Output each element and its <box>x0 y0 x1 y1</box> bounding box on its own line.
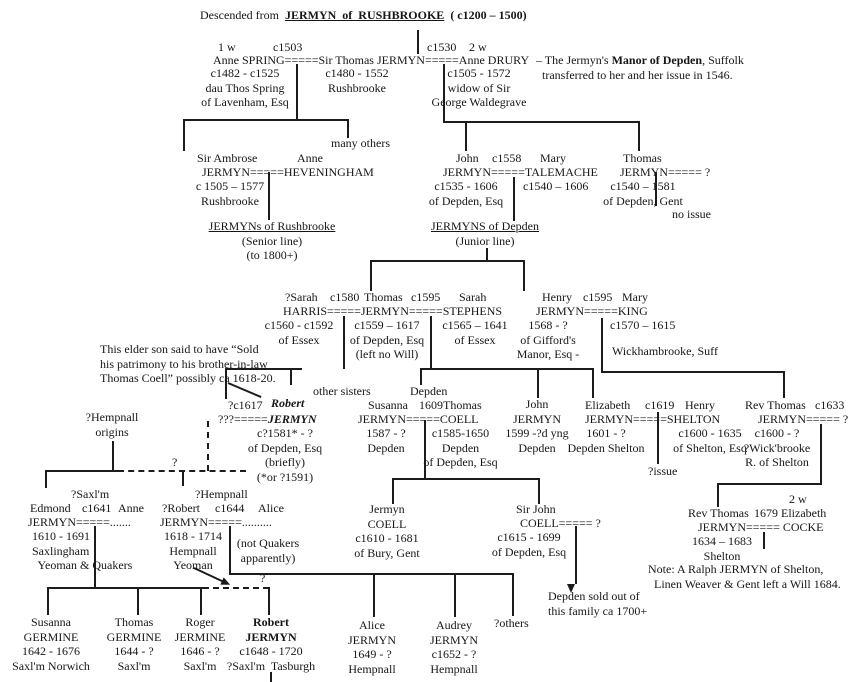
line-sir-john-rise <box>538 478 540 504</box>
person-henry-shelton-name: Henry <box>685 398 715 412</box>
marriage-row-gen1: Anne SPRING=====Sir Thomas JERMYN=====Anne DRURY <box>213 53 530 67</box>
label-other-sisters: other sisters <box>313 384 371 398</box>
line-henry-rise <box>523 260 525 291</box>
line-marriage1-drop <box>296 64 298 120</box>
person-john-jermyn-details: c1535 - 1606 of Depden, Esq <box>428 179 504 208</box>
line-others-rise <box>512 573 514 616</box>
person-jermyn-coell: Jermyn COELL c1610 - 1681 of Bury, Gent <box>354 502 420 560</box>
marriage-row-sir-john-coell: COELL===== ? <box>520 516 601 530</box>
line-thomas-g-rise <box>137 587 139 615</box>
line-elizabeth-rise <box>592 368 594 398</box>
person-rev-thomas-1633-details: c1600 - ? ?Wick'brooke R. of Shelton <box>743 426 811 470</box>
label-marriage-year-1558: c1558 <box>492 151 522 165</box>
line-john1599-rise <box>537 368 539 398</box>
person-robert-jermyn-1617-name: Robert <box>271 396 305 410</box>
label-many-others: many others <box>331 136 390 150</box>
line-robert1644-children-bar <box>229 573 514 575</box>
person-henry-shelton-details: c1600 - 1635 of Shelton, Esq <box>673 426 747 455</box>
label-wickhambrooke: Wickhambrooke, Suff <box>612 344 718 358</box>
label-marriage-year-1679: 1679 <box>754 506 778 520</box>
line-jermyn-coell-rise <box>392 478 394 504</box>
person-roger-jermine: Roger JERMINE 1646 - ? Saxl'm <box>174 615 226 673</box>
person-sir-john-coell-name: Sir John <box>516 502 556 516</box>
person-sir-ambrose-details: c 1505 – 1577 Rushbrooke <box>195 179 265 208</box>
line-edmond-children-dashed <box>203 587 269 589</box>
line-robert1644-rise <box>182 470 184 486</box>
line-revthomas1679-bar <box>717 483 822 485</box>
marriage-row-susanna-coell: JERMYN=====COELL <box>358 412 479 426</box>
person-robert-jermyn-1644-name: ?Robert <box>162 501 200 515</box>
label-query-robert-line: ? <box>260 571 266 585</box>
line-other-sisters-rise <box>290 368 292 385</box>
line-hempnall-origins-desc <box>112 441 114 471</box>
person-john-jermyn-name: John <box>456 151 479 165</box>
person-henry-jermyn-details: 1568 - ? of Gifford's Manor, Esq - <box>516 318 580 362</box>
label-saxlingham: ?Saxl'm <box>71 487 110 501</box>
marriage-row-edmond: JERMYN=====....... <box>28 515 131 529</box>
line-john-talemache-desc <box>513 177 515 221</box>
person-thomas-depden-details: c1540 – 1581 of Depden, Gent <box>603 179 683 208</box>
person-anne-heveningham-name: Anne <box>297 151 323 165</box>
person-robert-jermyn-1648: Robert JERMYN c1648 - 1720 ?Saxl'm Tasburgh <box>226 615 316 673</box>
line-audrey-rise <box>454 573 456 617</box>
person-thomas-jermyn-gen1-details: c1480 - 1552 Rushbrooke <box>325 66 389 95</box>
line-john-rise <box>465 121 467 151</box>
person-sarah-stephens-name: Sarah <box>459 290 487 304</box>
label-marriage-year-1595a: c1595 <box>411 290 441 304</box>
line-title-to-gen1 <box>417 30 419 54</box>
person-mary-talemache-name: Mary <box>540 151 566 165</box>
label-issue-query: ?issue <box>648 464 678 478</box>
person-alice-jermyn: Alice JERMYN 1649 - ? Hempnall <box>347 618 396 676</box>
person-edmond-jermyn-details: 1610 - 1691 Saxlingham Yeoman & Quakers <box>32 529 133 573</box>
label-marriage-year-1609: 1609 <box>419 398 443 412</box>
person-thomas-germine: Thomas GERMINE 1644 - ? Saxl'm <box>106 615 162 673</box>
line-coell-children-bar <box>392 478 540 480</box>
note-depden-sold: Depden sold out of this family ca 1700+ <box>548 589 648 618</box>
person-susanna-jermyn-details: 1587 - ? Depden <box>366 426 406 455</box>
person-rev-thomas-1679-name: Rev Thomas <box>688 506 749 520</box>
label-second-wife-cocke: 2 w <box>789 492 807 506</box>
person-robert-jermyn-1644-details: 1618 - 1714 Hempnall Yeoman <box>164 529 222 573</box>
line-children1-bar <box>183 119 349 121</box>
note-elder-son: This elder son said to have “Sold his patrimony to his brother-in-law Thomas Coell” possibly ca 1618-20. <box>100 342 276 386</box>
person-elizabeth-cocke-name: Elizabeth <box>781 506 827 520</box>
line-junior-bar <box>370 260 525 262</box>
note-manor-of-depden: – The Jermyn's Manor of Depden, Suffolk transferred to her and her issue in 1546. <box>536 53 744 82</box>
person-audrey-jermyn: Audrey JERMYN c1652 - ? Hempnall <box>429 618 478 676</box>
person-thomas-coell-name: Thomas <box>443 398 482 412</box>
person-sir-john-coell-details: c1615 - 1699 of Depden, Esq <box>491 530 567 559</box>
person-alice-name: Alice <box>258 501 284 515</box>
person-robert-jermyn-1617-details: c?1581* - ? of Depden, Esq (briefly) (*or ?1591) <box>247 426 323 484</box>
line-edmond-rise <box>45 470 47 488</box>
line-thomasd-rise <box>638 121 640 151</box>
marriage-row-ambrose: JERMYN=====HEVENINGHAM <box>202 165 374 179</box>
person-thomas-depden-name: Thomas <box>623 151 662 165</box>
label-robert1617-date: ?c1617 <box>228 398 263 412</box>
line-robert1617-dashed-desc <box>207 421 209 471</box>
line-thomasg3-rise <box>370 260 372 291</box>
person-sarah-harris-details: c1560 - c1592 of Essex <box>264 318 334 347</box>
line-revthomas1679-rise <box>717 483 719 507</box>
person-susanna-germine: Susanna GERMINE 1642 - 1676 Saxl'm Norwich <box>12 615 90 673</box>
label-others-query: ?others <box>494 616 529 630</box>
label-hempnall-origins: ?Hempnall origins <box>85 410 139 439</box>
label-marriage-year-1619: c1619 <box>645 398 675 412</box>
person-edmond-jermyn-name: Edmond <box>30 501 71 515</box>
person-anne-spring-details: c1482 - c1525 dau Thos Spring of Lavenham, Esq <box>201 66 289 110</box>
person-rev-thomas-1633-name: Rev Thomas <box>745 398 806 412</box>
person-sarah-stephens-details: c1565 – 1641 of Essex <box>442 318 508 347</box>
label-first-wife: 1 w <box>218 40 236 54</box>
person-thomas-jermyn-gen3-name: Thomas <box>364 290 403 304</box>
marriage-row-robert1617: ???=====JERMYN <box>218 412 317 426</box>
label-second-wife: 2 w <box>469 40 487 54</box>
line-revthomas1633-rise <box>783 371 785 398</box>
label-marriage-year-1530: c1530 <box>427 40 457 54</box>
person-sir-ambrose-name: Sir Ambrose <box>197 151 258 165</box>
person-thomas-coell-details: c1585-1650 Depden of Depden, Esq <box>423 426 498 470</box>
branch-label-rushbrooke: JERMYNs of Rushbrooke (Senior line) (to 1800+) <box>208 219 336 263</box>
line-childrenB-bar <box>420 368 593 370</box>
person-mary-king-name: Mary <box>622 290 648 304</box>
note-ralph-jermyn: Note: A Ralph JERMYN of Shelton, Linen Weaver & Gent left a Will 1684. <box>648 562 841 591</box>
marriage-row-thomas-depden: JERMYN===== ? <box>620 165 711 179</box>
label-marriage-year-1641: c1641 <box>82 501 112 515</box>
line-roger-rise <box>200 587 202 615</box>
person-anne-edmond-name: Anne <box>118 501 144 515</box>
label-marriage-year-1633: c1633 <box>815 398 845 412</box>
person-susanna-jermyn-name: Susanna <box>368 398 408 412</box>
label-marriage-year-1595b: c1595 <box>583 290 613 304</box>
line-susanna-rise <box>420 368 422 385</box>
marriage-row-harris-jermyn-stephens: HARRIS=====JERMYN=====STEPHENS <box>283 304 503 318</box>
person-rev-thomas-1679-details: 1634 – 1683 Shelton <box>692 534 752 563</box>
marriage-row-john-talemache: JERMYN=====TALEMACHE <box>443 165 598 179</box>
label-marriage-year-1644: c1644 <box>215 501 245 515</box>
line-alice-rise <box>373 573 375 617</box>
person-mary-talemache-details: c1540 – 1606 <box>523 179 589 193</box>
line-origins-bar <box>45 470 118 472</box>
label-depden-susanna: Depden <box>410 384 448 398</box>
note-not-quakers: (not Quakers apparently) <box>236 536 300 565</box>
marriage-row-robert1644: JERMYN=====.......... <box>160 515 272 529</box>
person-mary-king-details: c1570 – 1615 <box>610 318 676 332</box>
line-ambrose-rise <box>183 119 185 151</box>
person-elizabeth-jermyn-details: 1601 - ? Depden Shelton <box>567 426 645 455</box>
label-marriage-year-1503: c1503 <box>273 40 303 54</box>
marriage-row-elizabeth-shelton: JERMYN=====SHELTON <box>585 412 721 426</box>
chart-title: Descended from JERMYN of RUSHBROOKE ( c1200 – 1500) <box>200 8 527 22</box>
line-edmond-children-bar <box>47 587 203 589</box>
line-robert1648-cont <box>270 672 272 682</box>
label-no-issue: no issue <box>672 207 711 221</box>
line-king-children-bar <box>601 371 785 373</box>
person-henry-jermyn-name: Henry <box>542 290 572 304</box>
person-thomas-jermyn-gen3-details: c1559 – 1617 of Depden, Esq (left no Will) <box>349 318 425 362</box>
person-anne-drury-details: c1505 - 1572 widow of Sir George Waldegrave <box>431 66 527 110</box>
line-robert1648-rise <box>268 587 270 615</box>
branch-label-depden: JERMYNS of Depden (Junior line) <box>431 219 539 248</box>
marriage-row-rev-thomas-1679: JERMYN===== COCKE <box>698 520 824 534</box>
label-hempnall: ?Hempnall <box>195 487 248 501</box>
line-children2-bar <box>443 121 640 123</box>
line-king-desc <box>601 318 603 372</box>
person-elizabeth-jermyn-name: Elizabeth <box>585 398 631 412</box>
person-john-jermyn-1599: John JERMYN 1599 -?d yng Depden <box>505 397 569 455</box>
label-query-hempnall-line: ? <box>172 455 178 469</box>
person-sarah-harris-name: ?Sarah <box>285 290 318 304</box>
label-marriage-year-1580: c1580 <box>330 290 360 304</box>
line-susanna-g-rise <box>47 587 49 615</box>
marriage-row-rev-thomas-1633: JERMYN===== ? <box>758 412 849 426</box>
marriage-row-jermyn-king: JERMYN=====KING <box>536 304 648 318</box>
